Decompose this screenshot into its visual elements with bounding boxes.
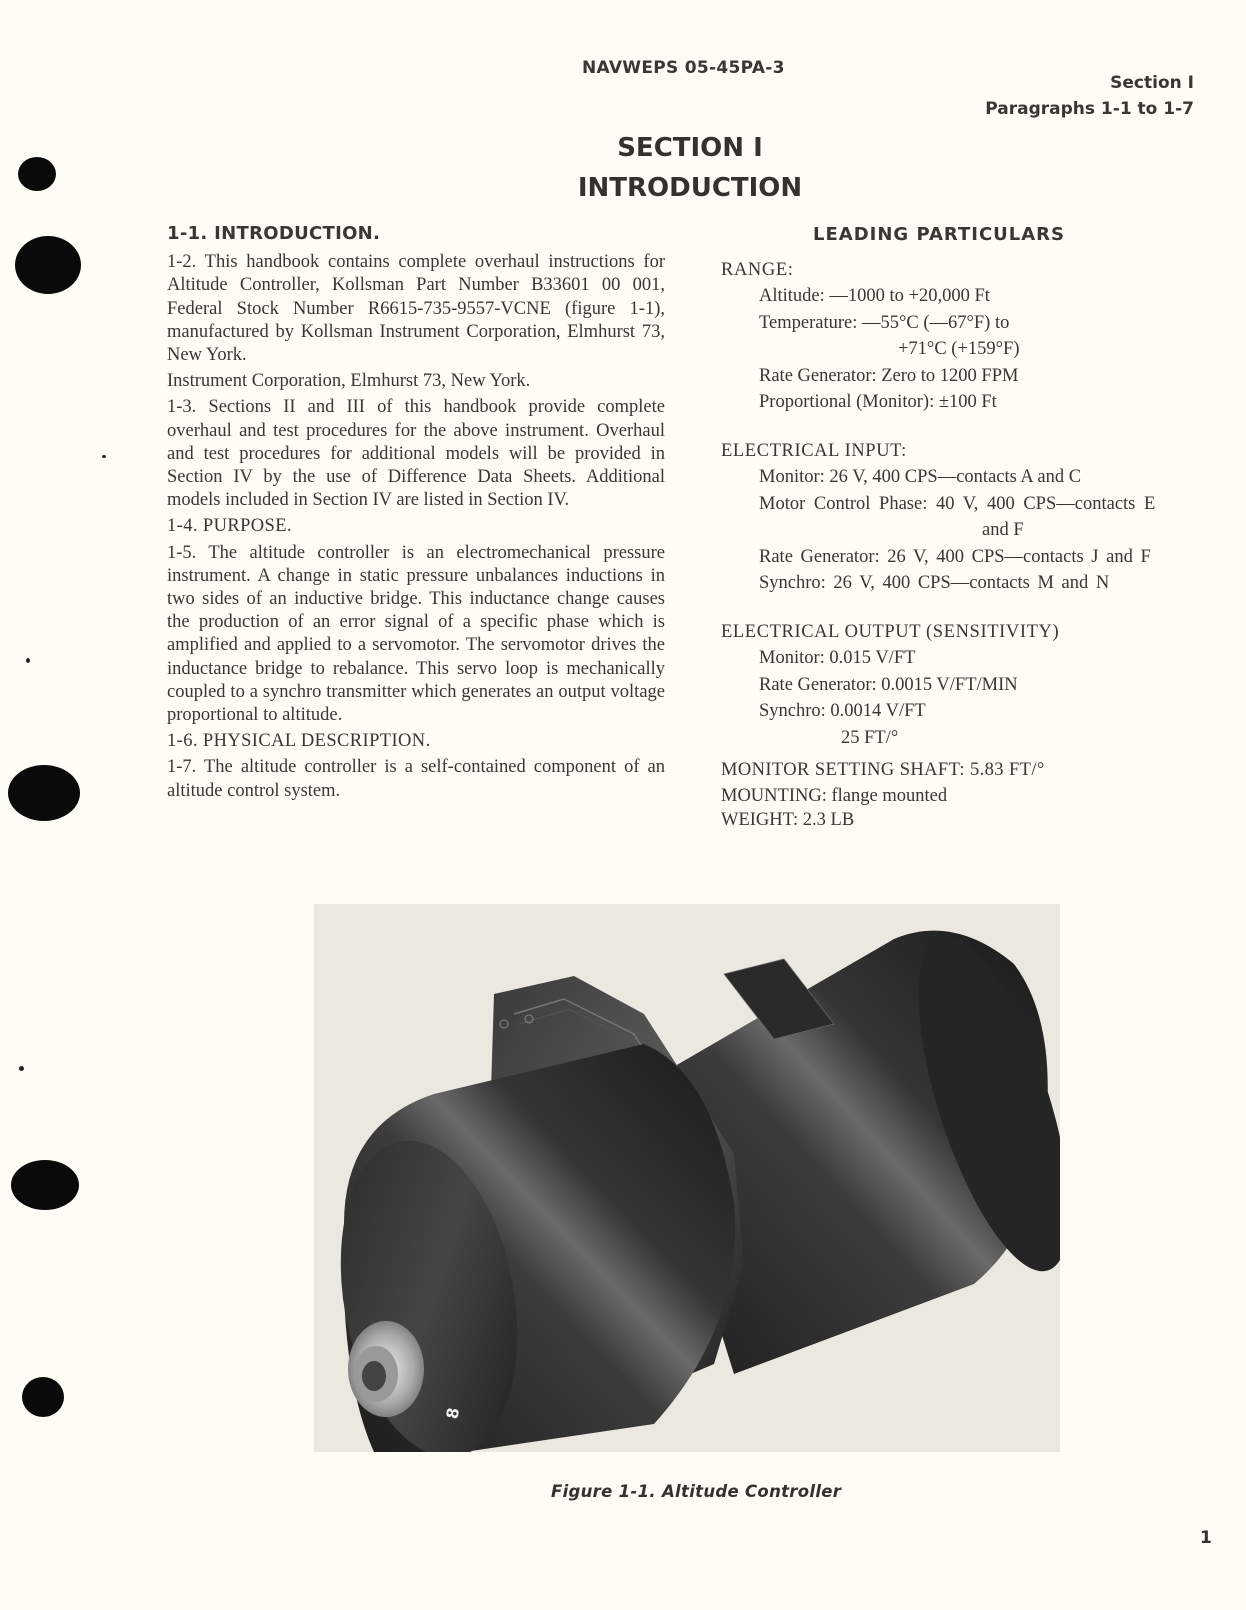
monitor-setting-shaft: MONITOR SETTING SHAFT: 5.83 FT/° (721, 760, 1045, 780)
section-name: INTRODUCTION (577, 173, 803, 203)
weight: WEIGHT: 2.3 LB (721, 809, 855, 830)
binder-hole (15, 236, 81, 294)
paragraph-heading-1-1: 1-1. INTRODUCTION. (167, 223, 381, 244)
page-speck (102, 455, 106, 458)
paragraph-1-7: 1-7. The altitude controller is a self-contained component of an altitude control system. (167, 757, 665, 801)
output-monitor: Monitor: 0.015 V/FT (759, 648, 916, 668)
altitude-controller-photo (314, 904, 1060, 1452)
electrical-output-heading: ELECTRICAL OUTPUT (SENSITIVITY) (721, 621, 1060, 642)
paragraph-1-3: 1-3. Sections II and III of this handbook provide complete overhaul and test procedures for the above instrument. Overhaul and test procedures for additional models will be provided in Section IV by the use of Difference Data Sheets. Additional models included in Section IV are listed in Section IV. (167, 397, 665, 511)
input-synchro: Synchro: 26 V, 400 CPS—contacts M and N (759, 573, 1110, 593)
section-reference: Section I (1110, 73, 1194, 93)
input-motor-control-continued: and F (982, 520, 1024, 540)
output-rate-generator: Rate Generator: 0.0015 V/FT/MIN (759, 674, 1018, 695)
binder-hole (8, 765, 80, 821)
paragraph-1-2-duplicate-line: Instrument Corporation, Elmhurst 73, New York. (167, 371, 531, 392)
range-heading: RANGE: (721, 259, 794, 280)
section-number: SECTION I (617, 133, 763, 163)
output-synchro: Synchro: 0.0014 V/FT (759, 701, 926, 721)
range-temperature-continued: +71°C (+159°F) (898, 339, 1020, 359)
electrical-input-heading: ELECTRICAL INPUT: (721, 440, 907, 461)
section-title (0, 128, 1246, 208)
page-speck (19, 1066, 24, 1071)
paragraph-heading-1-6: 1-6. PHYSICAL DESCRIPTION. (167, 731, 431, 752)
paragraph-heading-1-4: 1-4. PURPOSE. (167, 516, 292, 537)
binder-hole (22, 1377, 64, 1417)
range-temperature: Temperature: —55°C (—67°F) to (759, 312, 1010, 333)
page-speck (26, 658, 30, 663)
output-synchro-continued: 25 FT/° (841, 727, 899, 748)
input-rate-generator: Rate Generator: 26 V, 400 CPS—contacts J and F (759, 546, 1151, 567)
leading-particulars (721, 222, 1219, 832)
left-column (167, 222, 665, 806)
paragraph-reference: Paragraphs 1-1 to 1-7 (985, 99, 1194, 119)
range-proportional: Proportional (Monitor): ±100 Ft (759, 392, 997, 412)
range-rate-generator: Rate Generator: Zero to 1200 FPM (759, 365, 1019, 386)
document-number: NAVWEPS 05-45PA-3 (582, 58, 785, 78)
input-motor-control: Motor Control Phase: 40 V, 400 CPS—contacts E (759, 493, 1156, 514)
mounting: MOUNTING: flange mounted (721, 785, 948, 806)
paragraph-1-5: 1-5. The altitude controller is an electromechanical pressure instrument. A change in static pressure unbalances inductions in two sides of an inductive bridge. This inductance change causes the production of an error signal of a specific phase which is amplified and applied to a servomotor. The servomotor drives the inductance bridge to rebalance. This servo loop is mechanically coupled to a synchro transmitter which generates an output voltage proportional to altitude. (167, 542, 665, 726)
paragraph-1-2: 1-2. This handbook contains complete overhaul instructions for Altitude Controller, Kollsman Part Number B33601 00 001, Federal Stock Number R6615-735-9557-VCNE (figure 1-1), manufactured by Kollsman Instrument Corporation, Elmhurst 73, New York. (167, 252, 665, 366)
binder-hole (11, 1160, 79, 1210)
figure-caption: Figure 1-1. Altitude Controller (551, 1482, 842, 1501)
input-monitor: Monitor: 26 V, 400 CPS—contacts A and C (759, 467, 1082, 487)
page-number: 1 (1200, 1528, 1212, 1548)
leading-particulars-title: LEADING PARTICULARS (813, 224, 1065, 245)
running-header-right (985, 70, 1194, 122)
range-altitude: Altitude: —1000 to +20,000 Ft (759, 286, 990, 306)
fitting-marking: 8 (442, 1406, 464, 1421)
